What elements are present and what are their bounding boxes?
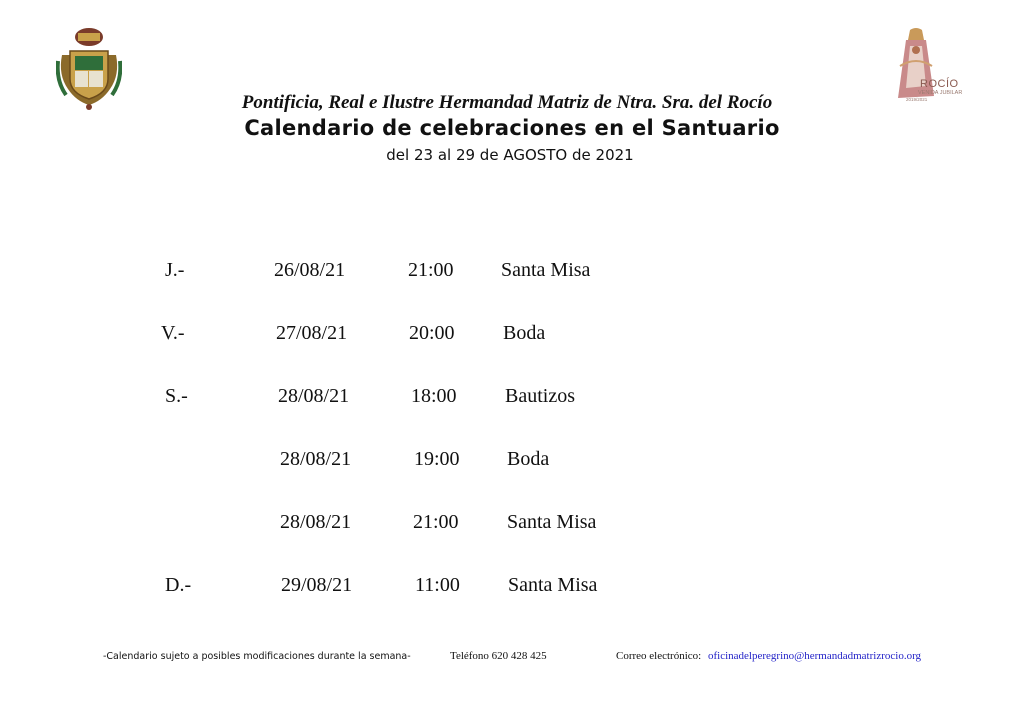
footer-email-link[interactable]: oficinadelperegrino@hermandadmatrizrocio.org (708, 650, 922, 662)
footer-note: -Calendario sujeto a posibles modificaciones durante la semana- (103, 651, 411, 662)
day-label: D.- (165, 574, 192, 596)
time-cell: 19:00 (414, 448, 460, 470)
time-cell: 21:00 (413, 511, 459, 533)
time-cell: 18:00 (411, 385, 457, 407)
logo-rocio-subtitle: VENIDA JUBILAR (918, 90, 963, 96)
event-cell: Santa Misa (508, 574, 598, 596)
time-cell: 11:00 (415, 574, 460, 596)
time-cell: 21:00 (408, 259, 454, 281)
logo-rocio-text: ROCÍO (920, 78, 959, 90)
event-cell: Boda (503, 322, 546, 344)
event-cell: Boda (507, 448, 550, 470)
day-label: V.- (161, 322, 185, 344)
footer-phone: Teléfono 620 428 425 (450, 650, 547, 662)
day-label: J.- (165, 259, 185, 281)
date-cell: 26/08/21 (274, 259, 346, 281)
date-cell: 28/08/21 (280, 511, 352, 533)
date-cell: 28/08/21 (280, 448, 352, 470)
day-label: S.- (165, 385, 188, 407)
time-cell: 20:00 (409, 322, 455, 344)
date-cell: 27/08/21 (276, 322, 348, 344)
page-title: Calendario de celebraciones en el Santuario (244, 116, 780, 140)
footer-email-label: Correo electrónico: (616, 650, 702, 662)
date-cell: 28/08/21 (278, 385, 350, 407)
event-cell: Santa Misa (507, 511, 597, 533)
brotherhood-name: Pontificia, Real e Ilustre Hermandad Matriz de Ntra. Sra. del Rocío (241, 92, 773, 113)
date-cell: 29/08/21 (281, 574, 353, 596)
date-range: del 23 al 29 de AGOSTO de 2021 (386, 146, 634, 164)
event-cell: Santa Misa (501, 259, 591, 281)
logo-rocio-year: 2019/2021 (906, 97, 928, 102)
event-cell: Bautizos (505, 385, 575, 407)
